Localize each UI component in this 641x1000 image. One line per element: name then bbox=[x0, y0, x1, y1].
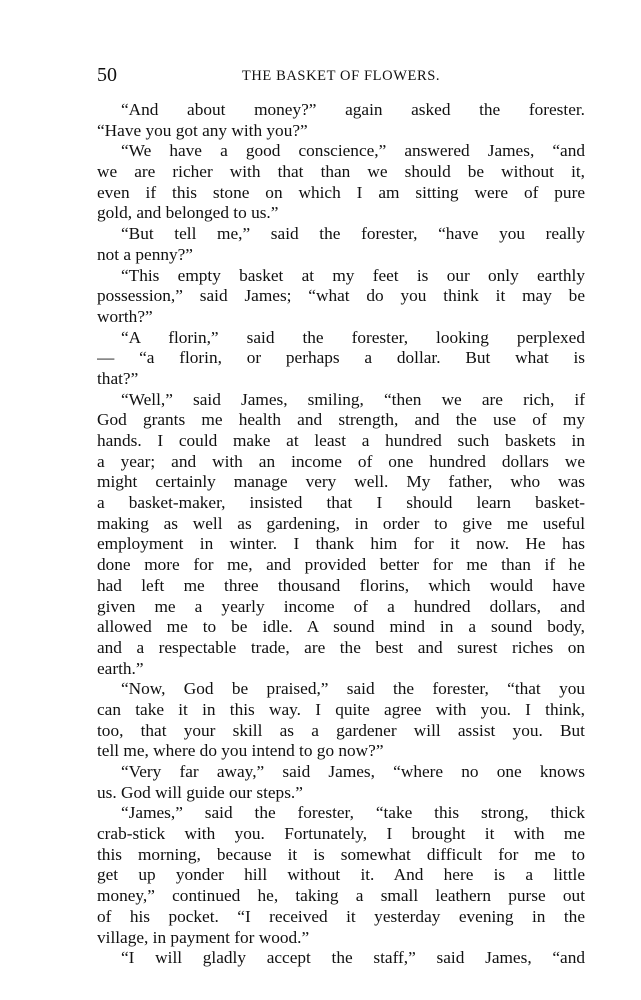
text-line: can take it in this way. I quite agree with you. I think, bbox=[97, 699, 585, 719]
text-line: earth.” bbox=[97, 658, 144, 678]
text-line: gold, and belonged to us.” bbox=[97, 203, 279, 223]
text-line: and a respectable trade, are the best and surest riches on bbox=[97, 637, 585, 657]
body-text bbox=[97, 100, 585, 969]
text-line: a year; and with an income of one hundred dollars we bbox=[97, 451, 585, 471]
text-line: of his pocket. “I received it yesterday evening in the bbox=[97, 906, 585, 926]
text-line: not a penny?” bbox=[97, 244, 193, 264]
text-line: worth?” bbox=[97, 306, 153, 326]
text-line: had left me three thousand florins, which would have bbox=[97, 575, 585, 595]
text-line: “I will gladly accept the staff,” said James, “and bbox=[121, 948, 585, 968]
running-title: THE BASKET OF FLOWERS. bbox=[241, 68, 441, 84]
text-line: tell me, where do you intend to go now?” bbox=[97, 741, 384, 761]
text-line: making as well as gardening, in order to give me useful bbox=[97, 513, 585, 533]
text-line: crab-stick with you. Fortunately, I brought it with me bbox=[97, 824, 585, 844]
text-line: “A florin,” said the forester, looking perplexed bbox=[121, 327, 585, 347]
text-line: money,” continued he, taking a small leathern purse out bbox=[97, 886, 585, 906]
text-line: even if this stone on which I am sitting were of pure bbox=[97, 182, 585, 202]
text-line: get up yonder hill without it. And here is a little bbox=[97, 865, 585, 885]
text-line: employment in winter. I thank him for it now. He has bbox=[97, 534, 585, 554]
text-line: given me a yearly income of a hundred dollars, and bbox=[97, 596, 585, 616]
text-line: “Very far away,” said James, “where no one knows bbox=[121, 762, 585, 781]
text-line: “We have a good conscience,” answered James, “and bbox=[121, 141, 585, 161]
text-line: we are richer with that than we should be without it, bbox=[97, 162, 585, 182]
text-line: “But tell me,” said the forester, “have you really bbox=[121, 224, 585, 244]
text-line: “This empty basket at my feet is our only earthly bbox=[121, 265, 585, 285]
text-line: God grants me health and strength, and the use of my bbox=[97, 410, 585, 430]
text-line: hands. I could make at least a hundred such baskets in bbox=[97, 431, 585, 450]
text-line: “Have you got any with you?” bbox=[97, 120, 308, 140]
text-line: — “a florin, or perhaps a dollar. But what is bbox=[97, 348, 585, 368]
text-line: “Well,” said James, smiling, “then we are rich, if bbox=[121, 389, 585, 409]
text-line: village, in payment for wood.” bbox=[97, 927, 310, 947]
text-line: done more for me, and provided better for me than if he bbox=[97, 555, 585, 575]
text-line: a basket-maker, insisted that I should learn basket- bbox=[97, 493, 585, 513]
page-header bbox=[97, 60, 585, 90]
text-line: possession,” said James; “what do you think it may be bbox=[97, 286, 585, 306]
page-number: 50 bbox=[97, 64, 117, 86]
text-line: that?” bbox=[97, 368, 139, 388]
text-line: too, that your skill as a gardener will assist you. But bbox=[97, 720, 585, 740]
text-line: allowed me to be idle. A sound mind in a sound body, bbox=[97, 617, 585, 637]
text-line: “James,” said the forester, “take this strong, thick bbox=[121, 803, 585, 823]
text-line: us. God will guide our steps.” bbox=[97, 782, 303, 802]
text-line: “Now, God be praised,” said the forester, “that you bbox=[121, 679, 585, 699]
text-line: “And about money?” again asked the forester. bbox=[121, 100, 585, 119]
text-line: might certainly manage very well. My father, who was bbox=[97, 472, 585, 492]
text-line: this morning, because it is somewhat difficult for me to bbox=[97, 844, 585, 864]
